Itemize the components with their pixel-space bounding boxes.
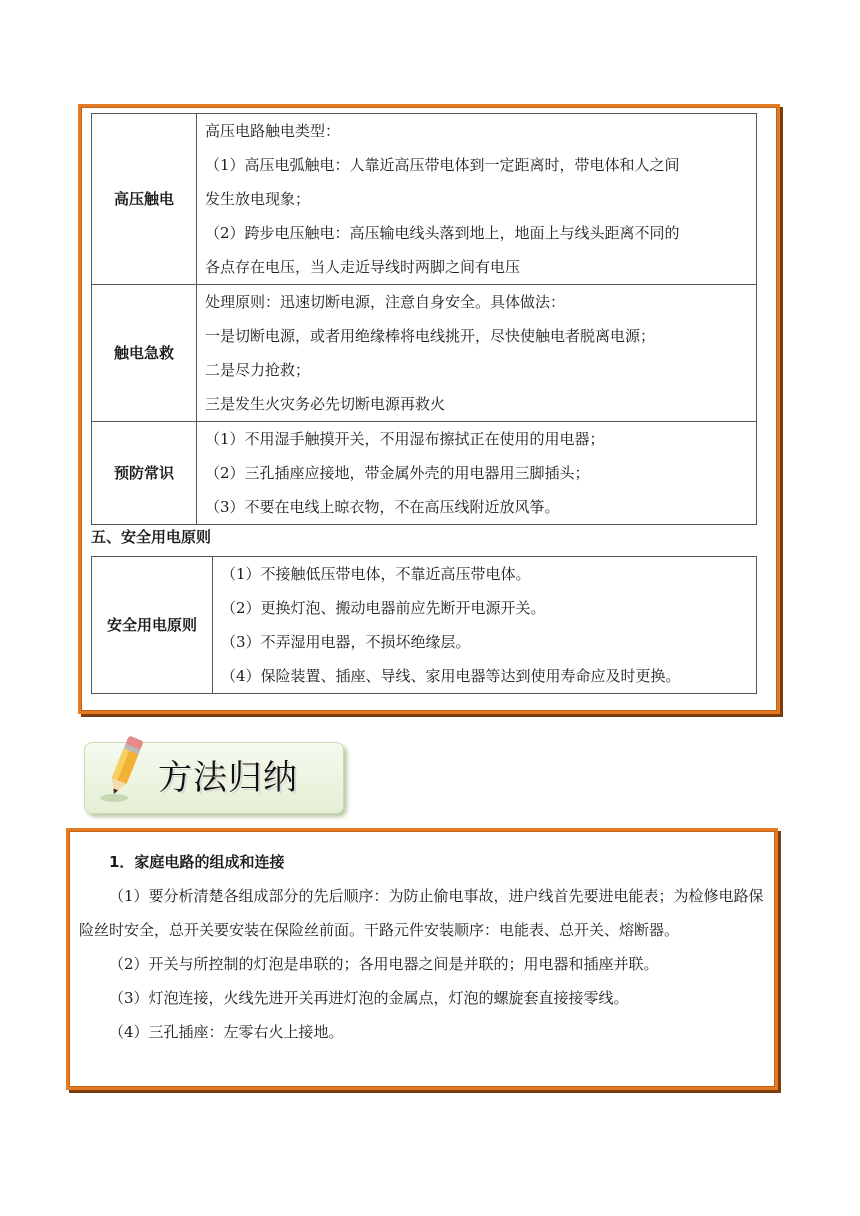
content-line: （2）更换灯泡、搬动电器前应先断开电源开关。 <box>221 599 546 617</box>
content-line: 各点存在电压，当人走近导线时两脚之间有电压 <box>205 258 521 276</box>
content-line: 三是发生火灾务必先切断电源再救火 <box>205 395 446 413</box>
pencil-icon <box>94 734 154 804</box>
content-line: （2）跨步电压触电：高压输电线头落到地上，地面上与线头距离不同的 <box>205 224 680 242</box>
content-line: 高压电路触电类型： <box>205 122 341 140</box>
content-line: （1）不接触低压带电体，不靠近高压带电体。 <box>221 565 531 583</box>
method-paragraph: （3）灯泡连接，火线先进开关再进灯泡的金属点，灯泡的螺旋套直接接零线。 <box>109 989 629 1007</box>
content-line: 处理原则：迅速切断电源，注意自身安全。具体做法： <box>205 293 566 311</box>
table-row <box>92 557 757 694</box>
row-header: 预防常识 <box>92 422 197 525</box>
content-line: （1）高压电弧触电：人靠近高压带电体到一定距离时，带电体和人之间 <box>205 156 680 174</box>
section-heading: 五、安全用电原则 <box>91 528 212 546</box>
row-content <box>197 114 757 285</box>
banner-title: 方法归纳 <box>158 758 298 798</box>
row-header: 安全用电原则 <box>92 557 213 694</box>
row-header: 高压触电 <box>92 114 197 285</box>
method-paragraph: （2）开关与所控制的灯泡是串联的；各用电器之间是并联的；用电器和插座并联。 <box>109 955 659 973</box>
method-heading: 1．家庭电路的组成和连接 <box>109 853 285 871</box>
method-paragraph: （1）要分析清楚各组成部分的先后顺序：为防止偷电事故，进户线首先要进电能表；为检修电路保险丝时安全，总开关要安装在保险丝前面。干路元件安装顺序：电能表、总开关、熔断器。 <box>79 887 764 939</box>
content-line: 一是切断电源，或者用绝缘棒将电线挑开，尽快使触电者脱离电源； <box>205 327 656 345</box>
table-row <box>92 422 757 525</box>
content-line: （3）不弄湿用电器，不损坏绝缘层。 <box>221 633 471 651</box>
content-line: （1）不用湿手触摸开关，不用湿布擦拭正在使用的用电器； <box>205 430 605 448</box>
content-line: 二是尽力抢救； <box>205 361 311 379</box>
knowledge-frame <box>78 104 780 714</box>
safety-principles-table <box>91 556 757 694</box>
method-paragraph: （4）三孔插座：左零右火上接地。 <box>109 1023 344 1041</box>
table-row <box>92 114 757 285</box>
content-line: （2）三孔插座应接地，带金属外壳的用电器用三脚插头； <box>205 464 590 482</box>
method-content <box>79 845 767 1049</box>
row-content <box>213 557 757 694</box>
method-frame <box>66 828 778 1090</box>
content-line: （3）不要在电线上晾衣物，不在高压线附近放风筝。 <box>205 498 560 516</box>
row-content <box>197 422 757 525</box>
content-line: 发生放电现象； <box>205 190 311 208</box>
method-banner <box>80 732 346 816</box>
content-line: （4）保险装置、插座、导线、家用电器等达到使用寿命应及时更换。 <box>221 667 681 685</box>
row-content <box>197 285 757 422</box>
electric-shock-table <box>91 113 757 525</box>
table-row <box>92 285 757 422</box>
row-header: 触电急救 <box>92 285 197 422</box>
